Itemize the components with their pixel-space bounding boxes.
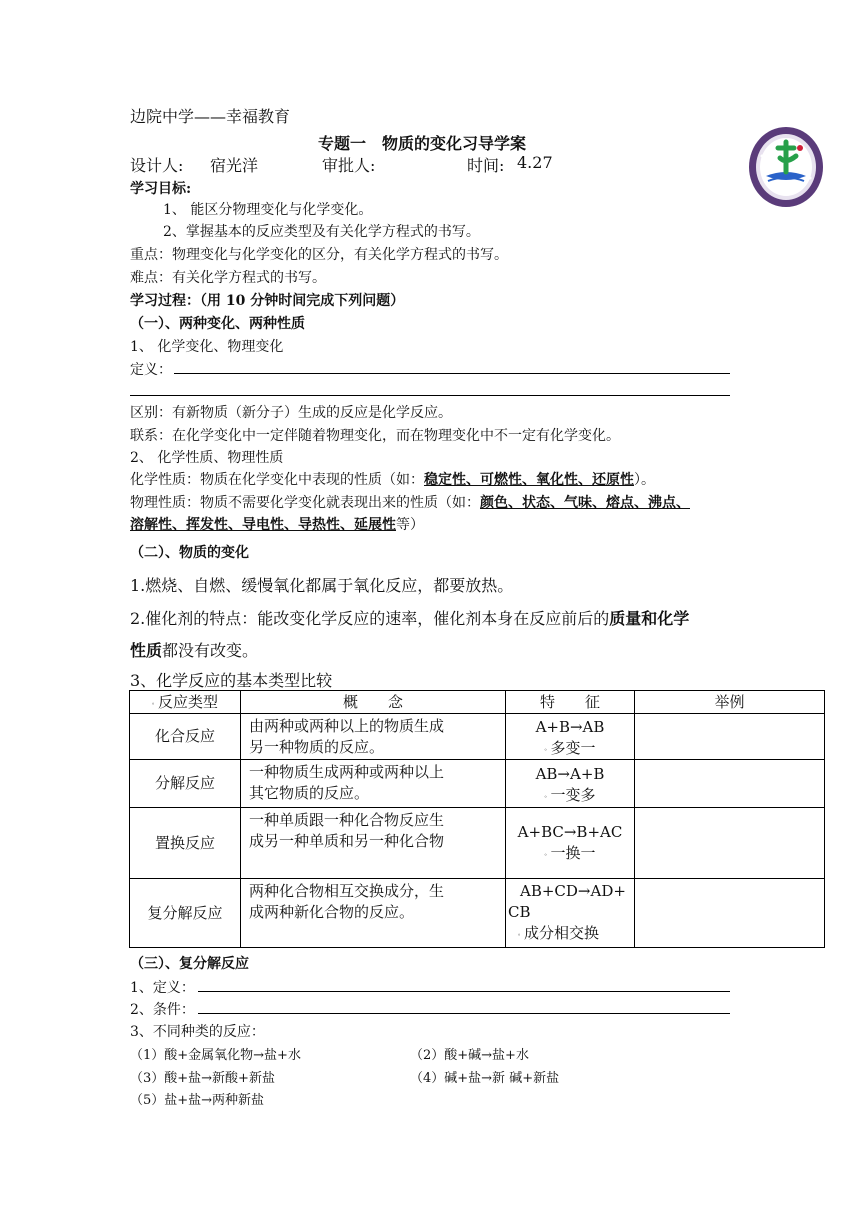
table-cell-concept: 一种物质生成两种或两种以上 其它物质的反应。 (240, 759, 506, 808)
table-header: 特 征 (505, 690, 635, 714)
chem-prefix: 化学性质：物质在化学变化中表现的性质（如： (130, 472, 424, 488)
table-cell-example (634, 807, 825, 879)
table-header: 概 念 (240, 690, 506, 714)
condition-label: 2、条件： (130, 1002, 195, 1018)
table-cell-concept: 两种化合物相互交换成分，生 成两种新化合物的反应。 (240, 878, 506, 948)
difficulty: 难点：有关化学方程式的书写。 (130, 270, 326, 286)
approver-label: 审批人: (322, 156, 376, 175)
table-cell-feature: A+B→AB 。多变一 (505, 713, 635, 760)
goals-heading: 学习目标: (130, 181, 192, 197)
item-heading: 2、 化学性质、物理性质 (130, 450, 284, 466)
phys-prefix: 物理性质：物质不需要化学变化就表现出来的性质（如： (130, 495, 480, 511)
definition-label: 定义： (130, 362, 172, 378)
table-cell-feature: AB+CD→AD+ CB 。成分相交换 (505, 878, 635, 948)
table-cell-type: 化合反应 (129, 713, 241, 760)
section-heading: （一）、两种变化、两种性质 (130, 316, 305, 332)
paragraph (130, 606, 689, 629)
table-cell-feature: AB→A+B 。一变多 (505, 759, 635, 808)
table-header: 举例 (634, 690, 825, 714)
blank-line (198, 991, 730, 992)
relation-text: 联系：在化学变化中一定伴随着物理变化，而在物理变化中不一定有化学变化。 (130, 428, 620, 444)
goal-item: 1、 能区分物理变化与化学变化。 (163, 202, 373, 218)
p2-suffix: 都没有改变。 (162, 641, 259, 660)
section-heading: （二）、物质的变化 (130, 545, 249, 561)
phys-properties-line2 (130, 514, 424, 534)
school-name: 边院中学——幸福教育 (130, 107, 291, 126)
table-cell-feature: A+BC→B+AC 。一换一 (505, 807, 635, 879)
table-cell-concept: 由两种或两种以上的物质生成 另一种物质的反应。 (240, 713, 506, 760)
p2-bold: 质量和化学 (609, 609, 690, 628)
blank-line (198, 1013, 730, 1014)
blank-line (130, 395, 730, 396)
blank-line (174, 373, 730, 374)
table-cell-concept: 一种单质跟一种化合物反应生 成另一种单质和另一种化合物 (240, 807, 506, 879)
table-header: 。 反应类型 (129, 690, 241, 714)
reaction-type-item: （4）碱+盐→新 碱+新盐 (410, 1071, 560, 1086)
item-heading: 1、 化学变化、物理变化 (130, 339, 284, 355)
phys-properties-line1 (130, 492, 690, 512)
table-cell-example (634, 878, 825, 948)
paragraph (130, 638, 258, 661)
table-cell-example (634, 713, 825, 760)
item-heading: 3、化学反应的基本类型比较 (130, 671, 333, 690)
date-value: 4.27 (517, 153, 553, 172)
table-cell-type: 分解反应 (129, 759, 241, 808)
designer-name: 宿光洋 (210, 156, 259, 175)
table-cell-type: 置换反应 (129, 807, 241, 879)
types-label: 3、不同种类的反应： (130, 1024, 265, 1040)
reaction-type-item: （1）酸+金属氧化物→盐+水 (130, 1048, 301, 1063)
reaction-type-item: （5）盐+盐→两种新盐 (130, 1093, 265, 1108)
paragraph: 1.燃烧、自燃、缓慢氧化都属于氧化反应，都要放热。 (130, 576, 514, 595)
chem-properties (130, 469, 655, 489)
goal-item: 2、掌握基本的反应类型及有关化学方程式的书写。 (163, 224, 480, 240)
difference-text: 区别：有新物质（新分子）生成的反应是化学反应。 (130, 405, 452, 421)
phys-props: 溶解性、挥发性、导电性、导热性、延展性 (130, 517, 396, 533)
table-cell-type: 复分解反应 (129, 878, 241, 948)
phys-suffix: 等） (396, 517, 424, 533)
designer-label: 设计人: (130, 156, 184, 175)
date-label: 时间: (467, 156, 505, 175)
chem-props: 稳定性、可燃性、氧化性、还原性 (424, 472, 634, 488)
phys-props: 颜色、状态、气味、熔点、沸点、 (480, 495, 690, 511)
process-heading: 学习过程：（用 10 分钟时间完成下列问题） (130, 293, 405, 309)
p2-bold: 性质 (130, 641, 163, 660)
reaction-type-item: （3）酸+盐→新酸+新盐 (130, 1071, 275, 1086)
page-title: 专题一 物质的变化习导学案 (318, 134, 527, 153)
key-point: 重点：物理变化与化学变化的区分，有关化学方程式的书写。 (130, 247, 508, 263)
p2-prefix: 2.催化剂的特点：能改变化学反应的速率，催化剂本身在反应前后的 (130, 609, 610, 628)
school-logo (748, 126, 824, 208)
table-cell-example (634, 759, 825, 808)
reaction-type-item: （2）酸+碱→盐+水 (410, 1048, 529, 1063)
section-heading: （三）、复分解反应 (130, 956, 249, 972)
chem-suffix: ）。 (634, 472, 655, 488)
definition-label: 1、定义： (130, 980, 195, 996)
